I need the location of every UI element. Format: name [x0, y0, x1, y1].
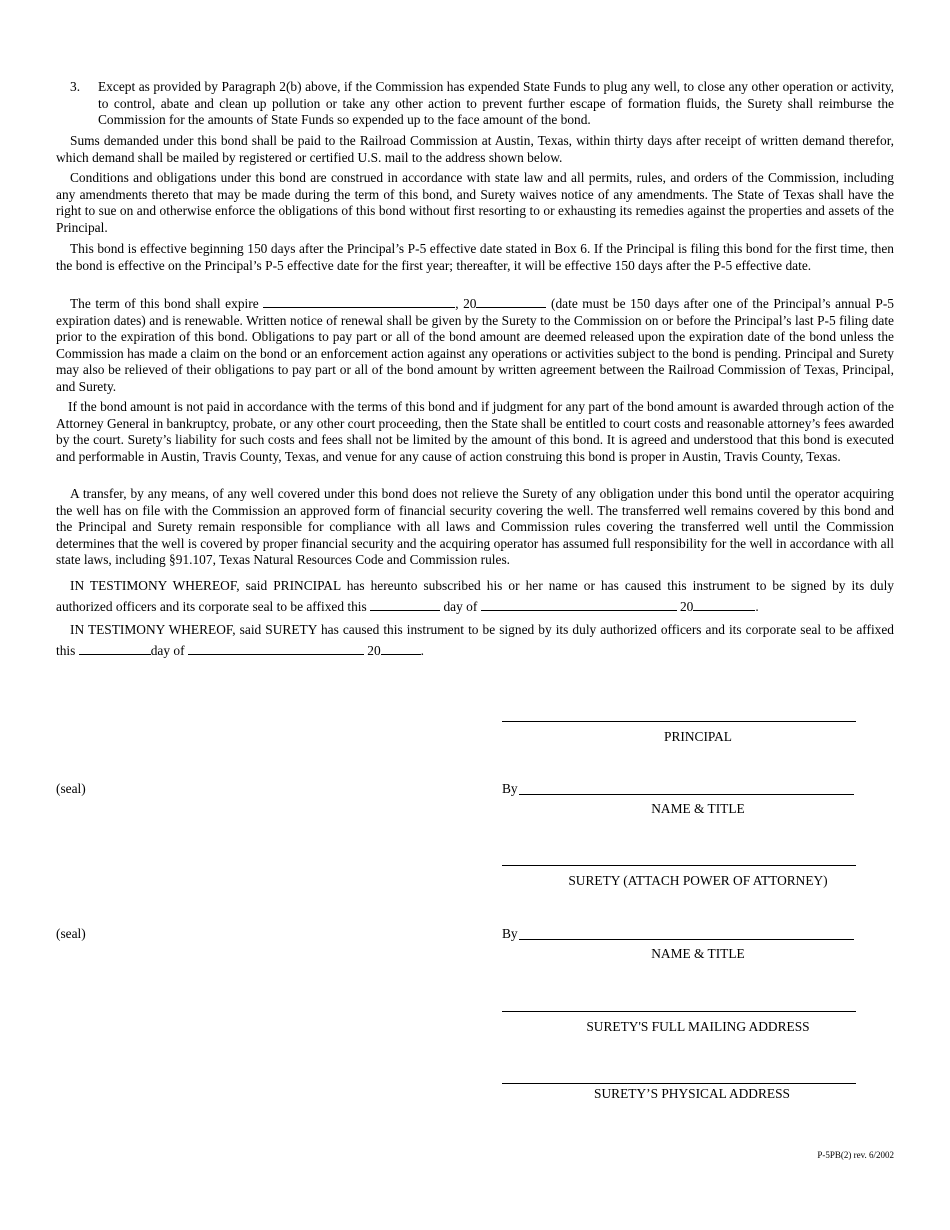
- physical-address-label: SURETY’S PHYSICAL ADDRESS: [594, 1086, 790, 1101]
- period: .: [755, 599, 759, 614]
- transfer-paragraph: A transfer, by any means, of any well covered under this bond does not relieve the Surety of any obligation under this bond until the operator acquiring the well has on file with the Commission an approved form of financial security covering the well. The transferred well remains covered by this bond and the Principal and Surety remain responsible for compliance with all laws and Commission rules covering the transferred well until the Commission determines that the well is covered by proper financial security and the acquiring operator has assumed full responsibility for the well in accordance with all state laws, including §91.107, Texas Natural Resources Code and Commission rules.: [56, 486, 894, 568]
- surety-day-field[interactable]: [79, 642, 151, 655]
- term-paragraph: [56, 295, 894, 396]
- term-year-prefix: , 20: [455, 296, 477, 311]
- day-of-label: day of: [440, 599, 481, 614]
- mailing-address-label: SURETY'S FULL MAILING ADDRESS: [586, 1019, 810, 1034]
- form-number: P-5PB(2) rev. 6/2002: [817, 1150, 894, 1160]
- effective-paragraph: This bond is effective beginning 150 days after the Principal’s P-5 effective date stated in Box 6. If the Principal is filing this bond for the first time, then the bond is effective on the Principal’s P-5 effective date for the first year; thereafter, it will be effective 150 days after the P-5 effective date.: [56, 241, 894, 273]
- mailing-address-line[interactable]: [502, 1011, 856, 1012]
- principal-name-title: NAME & TITLE: [651, 801, 745, 816]
- surety-name-title: NAME & TITLE: [651, 946, 745, 961]
- surety-by-line[interactable]: [519, 939, 854, 940]
- term-text: The term of this bond shall expire: [70, 296, 259, 311]
- expire-date-field[interactable]: [263, 295, 455, 308]
- surety-month-field[interactable]: [188, 642, 364, 655]
- principal-by-line[interactable]: [519, 794, 854, 795]
- principal-seal: (seal): [56, 781, 86, 796]
- surety-signature-line[interactable]: [502, 865, 856, 866]
- surety-seal: (seal): [56, 926, 86, 941]
- principal-year-field[interactable]: [693, 598, 755, 611]
- paragraph-number: 3.: [70, 79, 81, 94]
- surety-label: SURETY (ATTACH POWER OF ATTORNEY): [568, 873, 828, 888]
- surety-testimony: [56, 619, 894, 661]
- conditions-paragraph: Conditions and obligations under this bond are construed in accordance with state law and all permits, rules, and orders of the Commission, including any amendments thereto that may be made during the term of this bond, and Surety waives notice of any amendments. The State of Texas shall have the right to sue on and otherwise enforce the obligations of this bond without first resorting to or exhausting its remedies against the properties and assets of the Principal.: [56, 170, 894, 235]
- principal-by-label: By: [502, 781, 518, 796]
- year-prefix: 20: [363, 643, 381, 658]
- physical-address-line[interactable]: [502, 1083, 856, 1084]
- principal-month-field[interactable]: [481, 598, 677, 611]
- year-prefix: 20: [676, 599, 694, 614]
- principal-signature-line[interactable]: [502, 721, 856, 722]
- paragraph-3: [56, 79, 894, 129]
- term-text-rest: (date must be 150 days after one of the Principal’s annual P-5 expiration dates) and is renewable. Written notice of renewal shall be given by the Surety to the Commission on or before the Principal’s last P-5 filing date prior to the expiration of this bond. Obligations to pay part or all of the bond amount are deemed released upon the expiration date of the bond unless the Commission has made a claim on the bond or an enforcement action against any operations or activities subject to the bond is pending. Principal and Surety may also be relieved of their obligations to pay part or all of the bond amount by written agreement between the Railroad Commission of Texas, Principal, and Surety.: [56, 296, 894, 394]
- paragraph-3-text: Except as provided by Paragraph 2(b) above, if the Commission has expended State Funds to plug any well, to close any other operation or activity, to control, abate and clean up pollution or take any other action to prevent further escape of formation fluids, the Surety shall reimburse the Commission for the amounts of State Funds so expended up to the face amount of the bond.: [98, 79, 894, 128]
- principal-testimony-text: IN TESTIMONY WHEREOF, said PRINCIPAL has hereunto subscribed his or her name or has caused this instrument to be signed by its duly authorized officers and its corporate seal to be affixed this: [56, 578, 894, 614]
- judgment-paragraph: If the bond amount is not paid in accordance with the terms of this bond and if judgment for any part of the bond amount is awarded through action of the Attorney General in bankruptcy, probate, or any other court proceeding, then the State shall be entitled to court costs and reasonable attorney’s fees awarded by the court. Surety’s liability for such costs and fees shall not be limited by the amount of this bond. It is agreed and understood that this bond is executed and performable in Austin, Travis County, Texas, and venue for any cause of action construing this bond is proper in Austin, Travis County, Texas.: [56, 399, 894, 464]
- surety-year-field[interactable]: [381, 642, 421, 655]
- principal-label: PRINCIPAL: [664, 729, 732, 744]
- sums-paragraph: Sums demanded under this bond shall be paid to the Railroad Commission at Austin, Texas, within thirty days after receipt of written demand therefor, which demand shall be mailed by registered or certified U.S. mail to the address shown below.: [56, 133, 894, 165]
- period: .: [420, 643, 425, 658]
- surety-by-label: By: [502, 926, 518, 941]
- expire-year-field[interactable]: [476, 295, 546, 308]
- principal-day-field[interactable]: [370, 598, 440, 611]
- principal-testimony: [56, 575, 894, 617]
- surety-testimony-text: IN TESTIMONY WHEREOF, said SURETY has caused this instrument to be signed by its duly authorized officers and its corporate seal to be affixed this: [56, 622, 894, 658]
- day-of-label: day of: [150, 643, 185, 658]
